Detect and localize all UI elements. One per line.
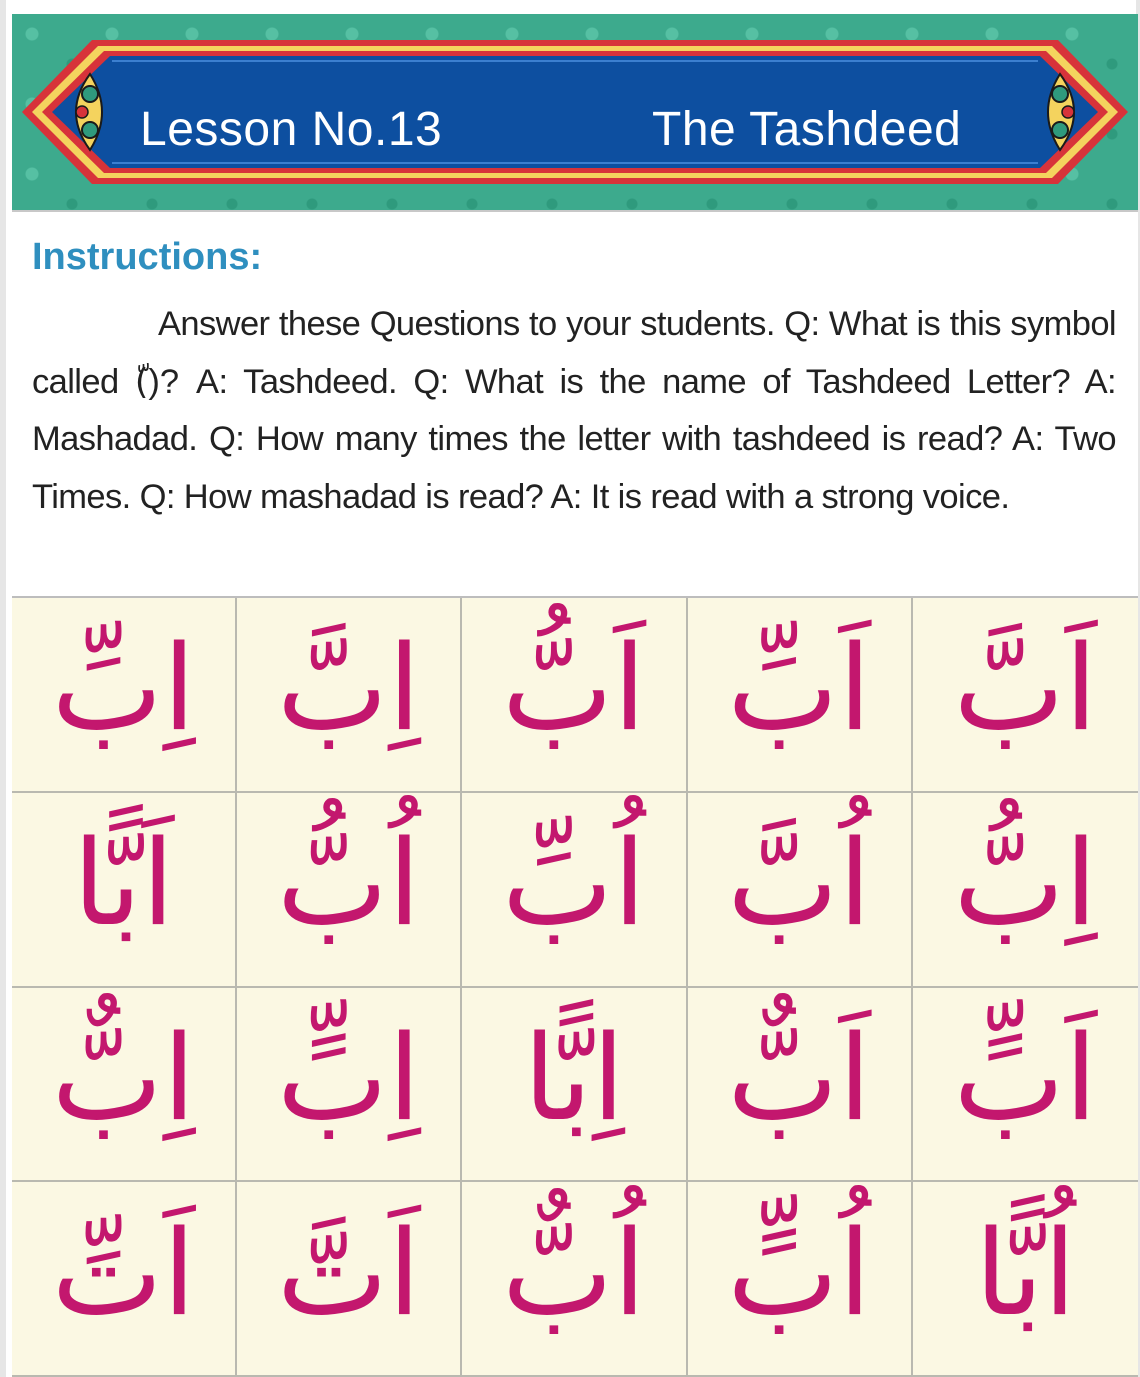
lesson-topic-title: The Tashdeed <box>652 103 962 156</box>
grid-cell <box>462 793 687 988</box>
arabic-syllable: اَبِّ <box>727 619 872 758</box>
grid-cell <box>913 598 1138 793</box>
grid-cell <box>12 1182 237 1377</box>
arabic-syllable: اُبٌّ <box>502 1203 646 1342</box>
arabic-syllable: اَبَّ <box>953 619 1098 758</box>
grid-cell <box>237 598 462 793</box>
grid-cell <box>12 598 237 793</box>
arabic-syllable: اَتِّ <box>51 1203 196 1342</box>
grid-cell <box>12 793 237 988</box>
arabic-syllable: اَبًّا <box>72 814 175 953</box>
instructions-heading: Instructions: <box>32 236 263 278</box>
lesson-header <box>12 14 1138 210</box>
arabic-syllable: اَبٌّ <box>727 1008 872 1147</box>
arabic-syllable: اَتَّ <box>276 1203 421 1342</box>
tashdeed-practice-grid <box>12 598 1138 1377</box>
lesson-number: Lesson No.13 <box>140 103 443 156</box>
arabic-syllable: اُبِّ <box>502 814 646 953</box>
arabic-syllable: اِبُّ <box>953 814 1098 953</box>
arabic-syllable: اِبِّ <box>51 619 196 758</box>
arabic-syllable: اُبٍّ <box>727 1203 872 1342</box>
instructions-section <box>12 210 1138 598</box>
grid-cell <box>237 1182 462 1377</box>
arabic-syllable: اَبٍّ <box>953 1008 1098 1147</box>
arabic-syllable: اِبٍّ <box>276 1008 421 1147</box>
grid-cell <box>688 1182 913 1377</box>
grid-cell <box>913 988 1138 1183</box>
arabic-syllable: اُبًّا <box>974 1203 1077 1342</box>
arabic-syllable: اُبُّ <box>276 814 421 953</box>
arabic-syllable: اِبًّا <box>523 1008 625 1147</box>
grid-cell <box>688 988 913 1183</box>
grid-cell <box>237 988 462 1183</box>
grid-cell <box>688 598 913 793</box>
grid-cell <box>462 1182 687 1377</box>
grid-cell <box>237 793 462 988</box>
grid-cell <box>462 988 687 1183</box>
arabic-syllable: اِبٌّ <box>51 1008 196 1147</box>
grid-cell <box>913 793 1138 988</box>
instructions-text: Answer these Questions to your students. Q: What is this symbol called (ّ)? A: Tashdeed. Q: What is the name of Tashdeed Letter? A: Mashadad. Q: How many times the letter with tashdeed is read? A: Two Times. Q: How mashadad is read? A: It is read with a strong voice. <box>32 305 1116 516</box>
grid-cell <box>12 988 237 1183</box>
grid-cell <box>913 1182 1138 1377</box>
arabic-syllable: اِبَّ <box>276 619 421 758</box>
arabic-syllable: اَبُّ <box>502 619 646 758</box>
grid-cell <box>688 793 913 988</box>
arabic-syllable: اُبَّ <box>727 814 872 953</box>
grid-cell <box>462 598 687 793</box>
